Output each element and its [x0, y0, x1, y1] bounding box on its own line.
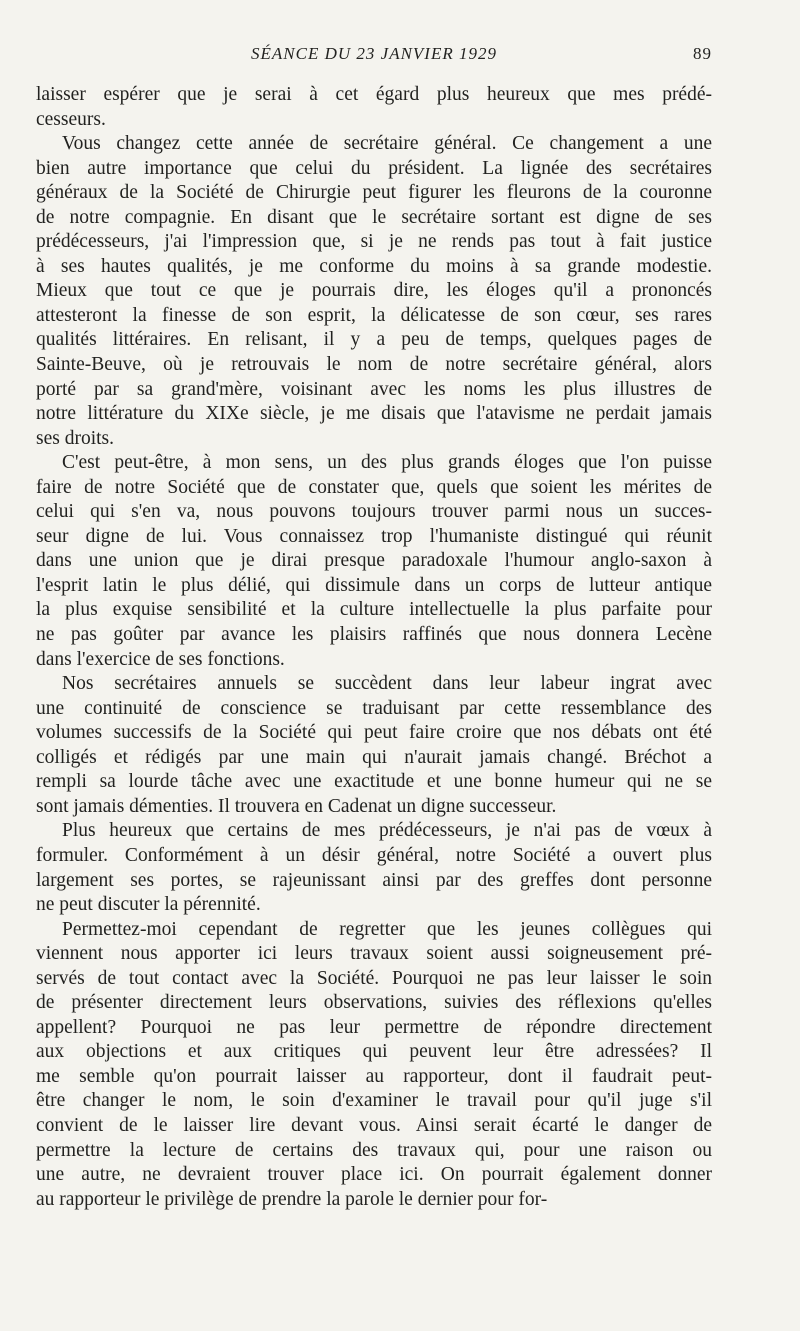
- text-line: Permettez-moi cependant de regretter que les jeunes collègues qui: [62, 918, 712, 940]
- paragraph: [36, 451, 712, 672]
- text-line: cesseurs.: [36, 108, 106, 130]
- text-line: celui qui s'en va, nous pouvons toujours trouver parmi nous un succes-: [36, 501, 712, 523]
- text-line: ne peut discuter la pérennité.: [36, 894, 261, 916]
- text-line: être changer le nom, le soin d'examiner le travail pour qu'il juge s'il: [36, 1090, 712, 1112]
- text-line: Mieux que tout ce que je pourrais dire, les éloges qu'il a prononcés: [36, 280, 712, 302]
- text-line: une continuité de conscience se traduisant par cette ressemblance des: [36, 697, 712, 719]
- text-line: sont jamais démenties. Il trouvera en Cadenat un digne successeur.: [36, 795, 557, 817]
- paragraph: [36, 918, 712, 1213]
- body-text: [36, 83, 712, 1212]
- text-line: de notre compagnie. En disant que le secrétaire sortant est digne de ses: [36, 206, 712, 228]
- text-line: laisser espérer que je serai à cet égard plus heureux que mes prédé-: [36, 84, 712, 105]
- text-line: porté par sa grand'mère, voisinant avec les noms les plus illustres de: [36, 378, 712, 400]
- running-header: [36, 44, 712, 68]
- text-line: prédécesseurs, j'ai l'impression que, si je ne rends pas tout à fait justice: [36, 231, 712, 253]
- running-title: SÉANCE DU 23 JANVIER 1929: [251, 44, 497, 63]
- page-number: 89: [693, 44, 712, 63]
- text-line: généraux de la Société de Chirurgie peut figurer les fleurons de la couronne: [36, 182, 712, 204]
- paragraph: [36, 83, 712, 132]
- text-line: qualités littéraires. En relisant, il y a peu de temps, quelques pages de: [36, 329, 712, 351]
- paragraph: [36, 819, 712, 917]
- text-line: notre littérature du XIXe siècle, je me disais que l'atavisme ne perdait jamais: [36, 403, 712, 425]
- text-line: seur digne de lui. Vous connaissez trop l'humaniste distingué qui réunit: [36, 525, 712, 547]
- text-line: ses droits.: [36, 427, 114, 449]
- text-line: rempli sa lourde tâche avec une exactitude et une bonne humeur qui ne se: [36, 771, 712, 793]
- text-line: aux objections et aux critiques qui peuvent leur être adressées? Il: [36, 1041, 712, 1063]
- text-line: une autre, ne devraient trouver place ici. On pourrait également donner: [36, 1164, 712, 1186]
- text-line: ne pas goûter par avance les plaisirs raffinés que nous donnera Lecène: [36, 624, 712, 646]
- text-line: dans une union que je dirai presque paradoxale l'humour anglo-saxon à: [36, 550, 712, 572]
- text-line: largement ses portes, se rajeunissant ainsi par des greffes dont personne: [36, 869, 712, 891]
- paragraph: [36, 672, 712, 819]
- text-line: C'est peut-être, à mon sens, un des plus grands éloges que l'on puisse: [62, 452, 712, 474]
- text-line: me semble qu'on pourrait laisser au rapporteur, dont il faudrait peut-: [36, 1065, 712, 1087]
- text-line: bien autre importance que celui du président. La lignée des secrétaires: [36, 157, 712, 179]
- text-line: volumes successifs de la Société qui peut faire croire que nos débats ont été: [36, 722, 712, 744]
- text-line: Nos secrétaires annuels se succèdent dans leur labeur ingrat avec: [62, 673, 712, 695]
- paragraph: [36, 132, 712, 451]
- text-line: la plus exquise sensibilité et la culture intellectuelle la plus parfaite pour: [36, 599, 712, 621]
- text-line: appellent? Pourquoi ne pas leur permettre de répondre directement: [36, 1016, 712, 1038]
- text-line: servés de tout contact avec la Société. Pourquoi ne pas leur laisser le soin: [36, 967, 712, 989]
- text-line: de présenter directement leurs observations, suivies des réflexions qu'elles: [36, 992, 712, 1014]
- text-line: colligés et rédigés par une main qui n'aurait jamais changé. Bréchot a: [36, 746, 712, 768]
- text-line: dans l'exercice de ses fonctions.: [36, 648, 285, 670]
- text-line: permettre la lecture de certains des travaux qui, pour une raison ou: [36, 1139, 712, 1161]
- text-line: Plus heureux que certains de mes prédécesseurs, je n'ai pas de vœux à: [62, 820, 712, 842]
- text-line: faire de notre Société que de constater que, quels que soient les mérites de: [36, 476, 712, 498]
- text-line: convient de le laisser lire devant vous. Ainsi serait écarté le danger de: [36, 1114, 712, 1136]
- text-line: formuler. Conformément à un désir général, notre Société a ouvert plus: [36, 844, 712, 866]
- text-line: Sainte-Beuve, où je retrouvais le nom de notre secrétaire général, alors: [36, 354, 712, 376]
- text-line: à ses hautes qualités, je me conforme du moins à sa grande modestie.: [36, 255, 712, 277]
- text-line: viennent nous apporter ici leurs travaux soient aussi soigneusement pré-: [36, 943, 712, 965]
- text-line: Vous changez cette année de secrétaire général. Ce changement a une: [62, 133, 712, 155]
- text-line: au rapporteur le privilège de prendre la parole le dernier pour for-: [36, 1188, 548, 1210]
- text-line: l'esprit latin le plus délié, qui dissimule dans un corps de lutteur antique: [36, 574, 712, 596]
- text-line: attesteront la finesse de son esprit, la délicatesse de son cœur, ses rares: [36, 304, 712, 326]
